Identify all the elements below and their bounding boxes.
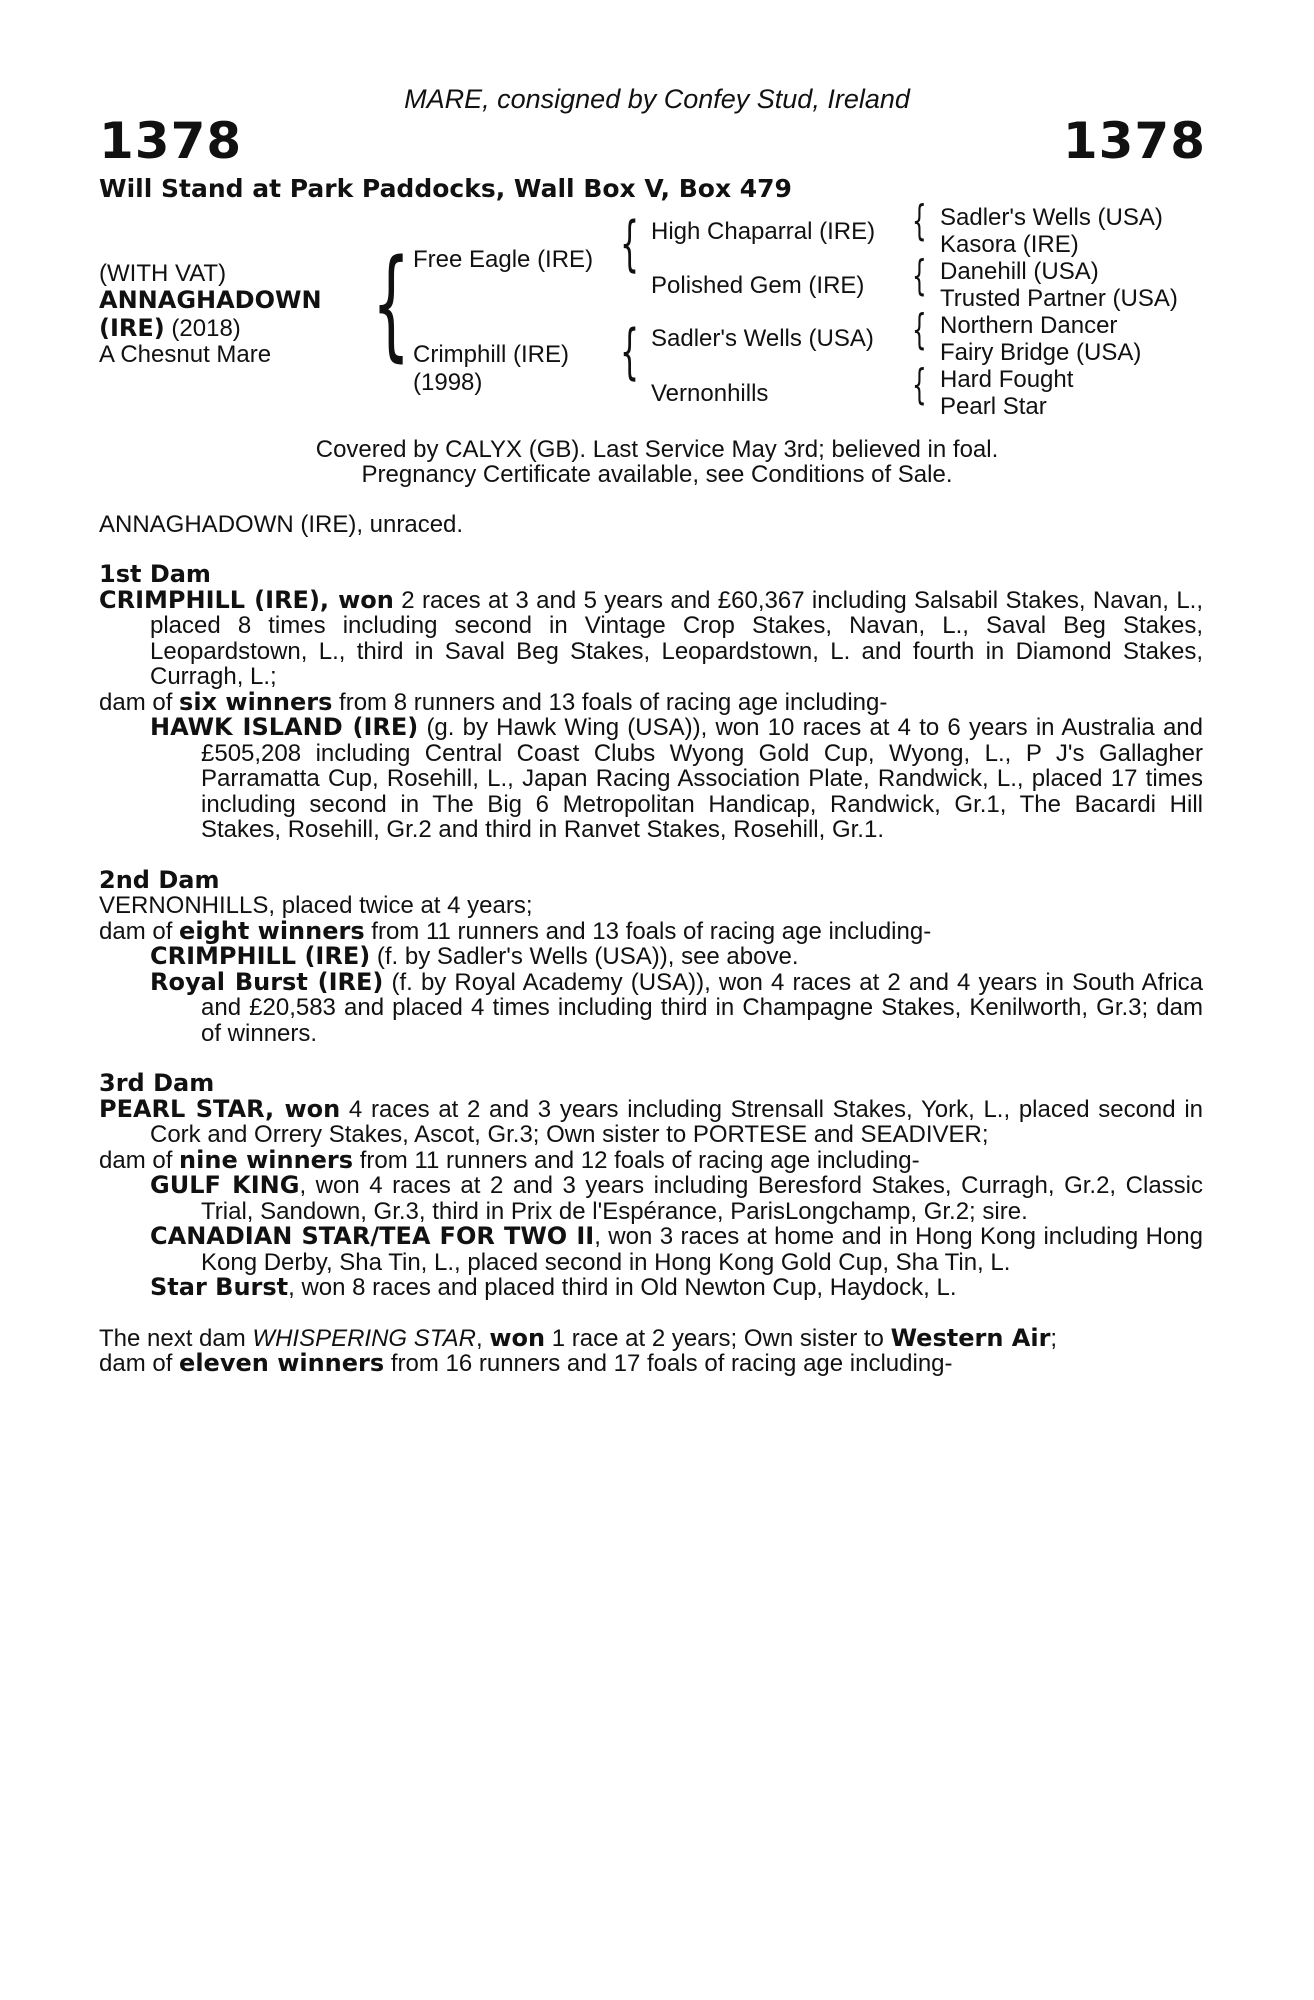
horse-country: (IRE) <box>99 314 165 342</box>
brace-g3-1: { <box>912 196 927 245</box>
brace-sire: { <box>620 209 640 279</box>
gen3-7: Hard Fought <box>940 366 1074 393</box>
second-dam-heading: 2nd Dam <box>99 865 220 894</box>
progeny-entry: GULF KING, won 4 races at 2 and 3 years including Beresford Stakes, Curragh, Gr.2, Classic Trial, Sandown, Gr.3, third in Prix de l'Espérance, ParisLongchamp, Gr.2; sire. <box>150 1171 1203 1225</box>
brace-g3-3: { <box>912 305 927 354</box>
third-dam-record: PEARL STAR, won 4 races at 2 and 3 years including Strensall Stakes, York, L., placed second in Cork and Orrery Stakes, Ascot, Gr.3; Own sister to PORTESE and SEADIVER; <box>99 1094 1203 1148</box>
lot-number-left: 1378 <box>99 112 243 170</box>
gen3-4: Trusted Partner (USA) <box>940 285 1178 312</box>
progeny-entry: CANADIAN STAR/TEA FOR TWO II, won 3 races at home and in Hong Kong including Hong Kong Derby, Sha Tin, L., placed second in Hong Kong Gold Cup, Sha Tin, L. <box>150 1222 1203 1276</box>
covered-line: Covered by CALYX (GB). Last Service May 3rd; believed in foal. <box>315 436 999 463</box>
consignor-line: MARE, consigned by Confey Stud, Ireland <box>404 84 910 114</box>
horse-country-year <box>99 314 241 343</box>
second-dam-produce: dam of eight winners from 11 runners and 13 foals of racing age including- <box>99 916 932 945</box>
brace-dam: { <box>620 317 640 387</box>
gen2-dam-dam: Vernonhills <box>651 380 769 407</box>
progeny-entry: HAWK ISLAND (IRE) (g. by Hawk Wing (USA)), won 10 races at 4 to 6 years in Australia and £505,208 including Central Coast Clubs Wyong Gold Cup, Wyong, L., P J's Gallagher Parramatta Cup, Rosehill, L., Japan Racing Association Plate, Randwick, L., placed 17 times including second in The Big 6 Metropolitan Handicap, Randwick, Gr.1, The Bacardi Hill Stakes, Rosehill, Gr.2 and third in Ranvet Stakes, Rosehill, Gr.1. <box>150 713 1203 843</box>
stand-location: Will Stand at Park Paddocks, Wall Box V, Box 479 <box>99 174 792 203</box>
family-text <box>99 562 1203 1377</box>
dam: Crimphill (IRE) <box>413 341 569 368</box>
first-dam-heading: 1st Dam <box>99 560 211 588</box>
gen2-dam-sire: Sadler's Wells (USA) <box>651 325 874 352</box>
lot-number-right: 1378 <box>1062 112 1206 170</box>
first-dam-produce: dam of six winners from 8 runners and 13 foals of racing age including- <box>99 687 888 716</box>
horse-name: ANNAGHADOWN <box>99 286 322 314</box>
gen3-3: Danehill (USA) <box>940 258 1099 285</box>
brace-g3-2: { <box>912 251 927 300</box>
next-dam-produce: dam of eleven winners from 16 runners and 17 foals of racing age including- <box>99 1349 953 1377</box>
next-dam-record: The next dam WHISPERING STAR, won 1 race at 2 years; Own sister to Western Air; <box>99 1323 1058 1352</box>
brace-left: { <box>372 235 411 374</box>
progeny-entry: Royal Burst (IRE) (f. by Royal Academy (USA)), won 4 races at 2 and 4 years in South Africa and £20,583 and placed 4 times including third in Champagne Stakes, Kenilworth, Gr.3; dam of winners. <box>150 967 1203 1047</box>
dam-year: (1998) <box>413 369 483 396</box>
first-dam-text: 2 races at 3 and 5 years and £60,367 including Salsabil Stakes, Navan, L., placed 8 times including second in Vintage Crop Stakes, Navan, L., Saval Beg Stakes, Leopardstown, L., third in Saval Beg Stakes, Leopardstown, L. and fourth in Diamond Stakes, Curragh, L.; <box>150 586 1203 690</box>
progeny-entry: Star Burst, won 8 races and placed third in Old Newton Cup, Haydock, L. <box>150 1273 957 1301</box>
third-dam-heading: 3rd Dam <box>99 1069 215 1097</box>
second-dam-record: VERNONHILLS, placed twice at 4 years; <box>99 892 533 919</box>
gen3-5: Northern Dancer <box>940 312 1118 339</box>
first-dam-name: CRIMPHILL (IRE), won <box>99 585 394 614</box>
first-dam-record <box>99 585 1203 690</box>
gen3-6: Fairy Bridge (USA) <box>940 339 1142 366</box>
brace-g3-4: { <box>912 360 927 409</box>
third-dam-produce: dam of nine winners from 11 runners and 12 foals of racing age including- <box>99 1145 920 1174</box>
gen2-sire-sire: High Chaparral (IRE) <box>651 218 876 245</box>
vat-note: (WITH VAT) <box>99 260 227 287</box>
gen2-sire-dam: Polished Gem (IRE) <box>651 272 865 299</box>
gen3-8: Pearl Star <box>940 393 1047 420</box>
horse-year: (2018) <box>164 315 241 342</box>
gen3-1: Sadler's Wells (USA) <box>940 204 1163 231</box>
progeny-entry: CRIMPHILL (IRE) (f. by Sadler's Wells (USA)), see above. <box>150 942 799 970</box>
unraced-note: ANNAGHADOWN (IRE), unraced. <box>99 511 464 538</box>
gen3-2: Kasora (IRE) <box>940 231 1079 258</box>
horse-description: A Chesnut Mare <box>99 341 272 368</box>
sire: Free Eagle (IRE) <box>413 246 594 273</box>
pregnancy-line: Pregnancy Certificate available, see Conditions of Sale. <box>361 461 953 488</box>
